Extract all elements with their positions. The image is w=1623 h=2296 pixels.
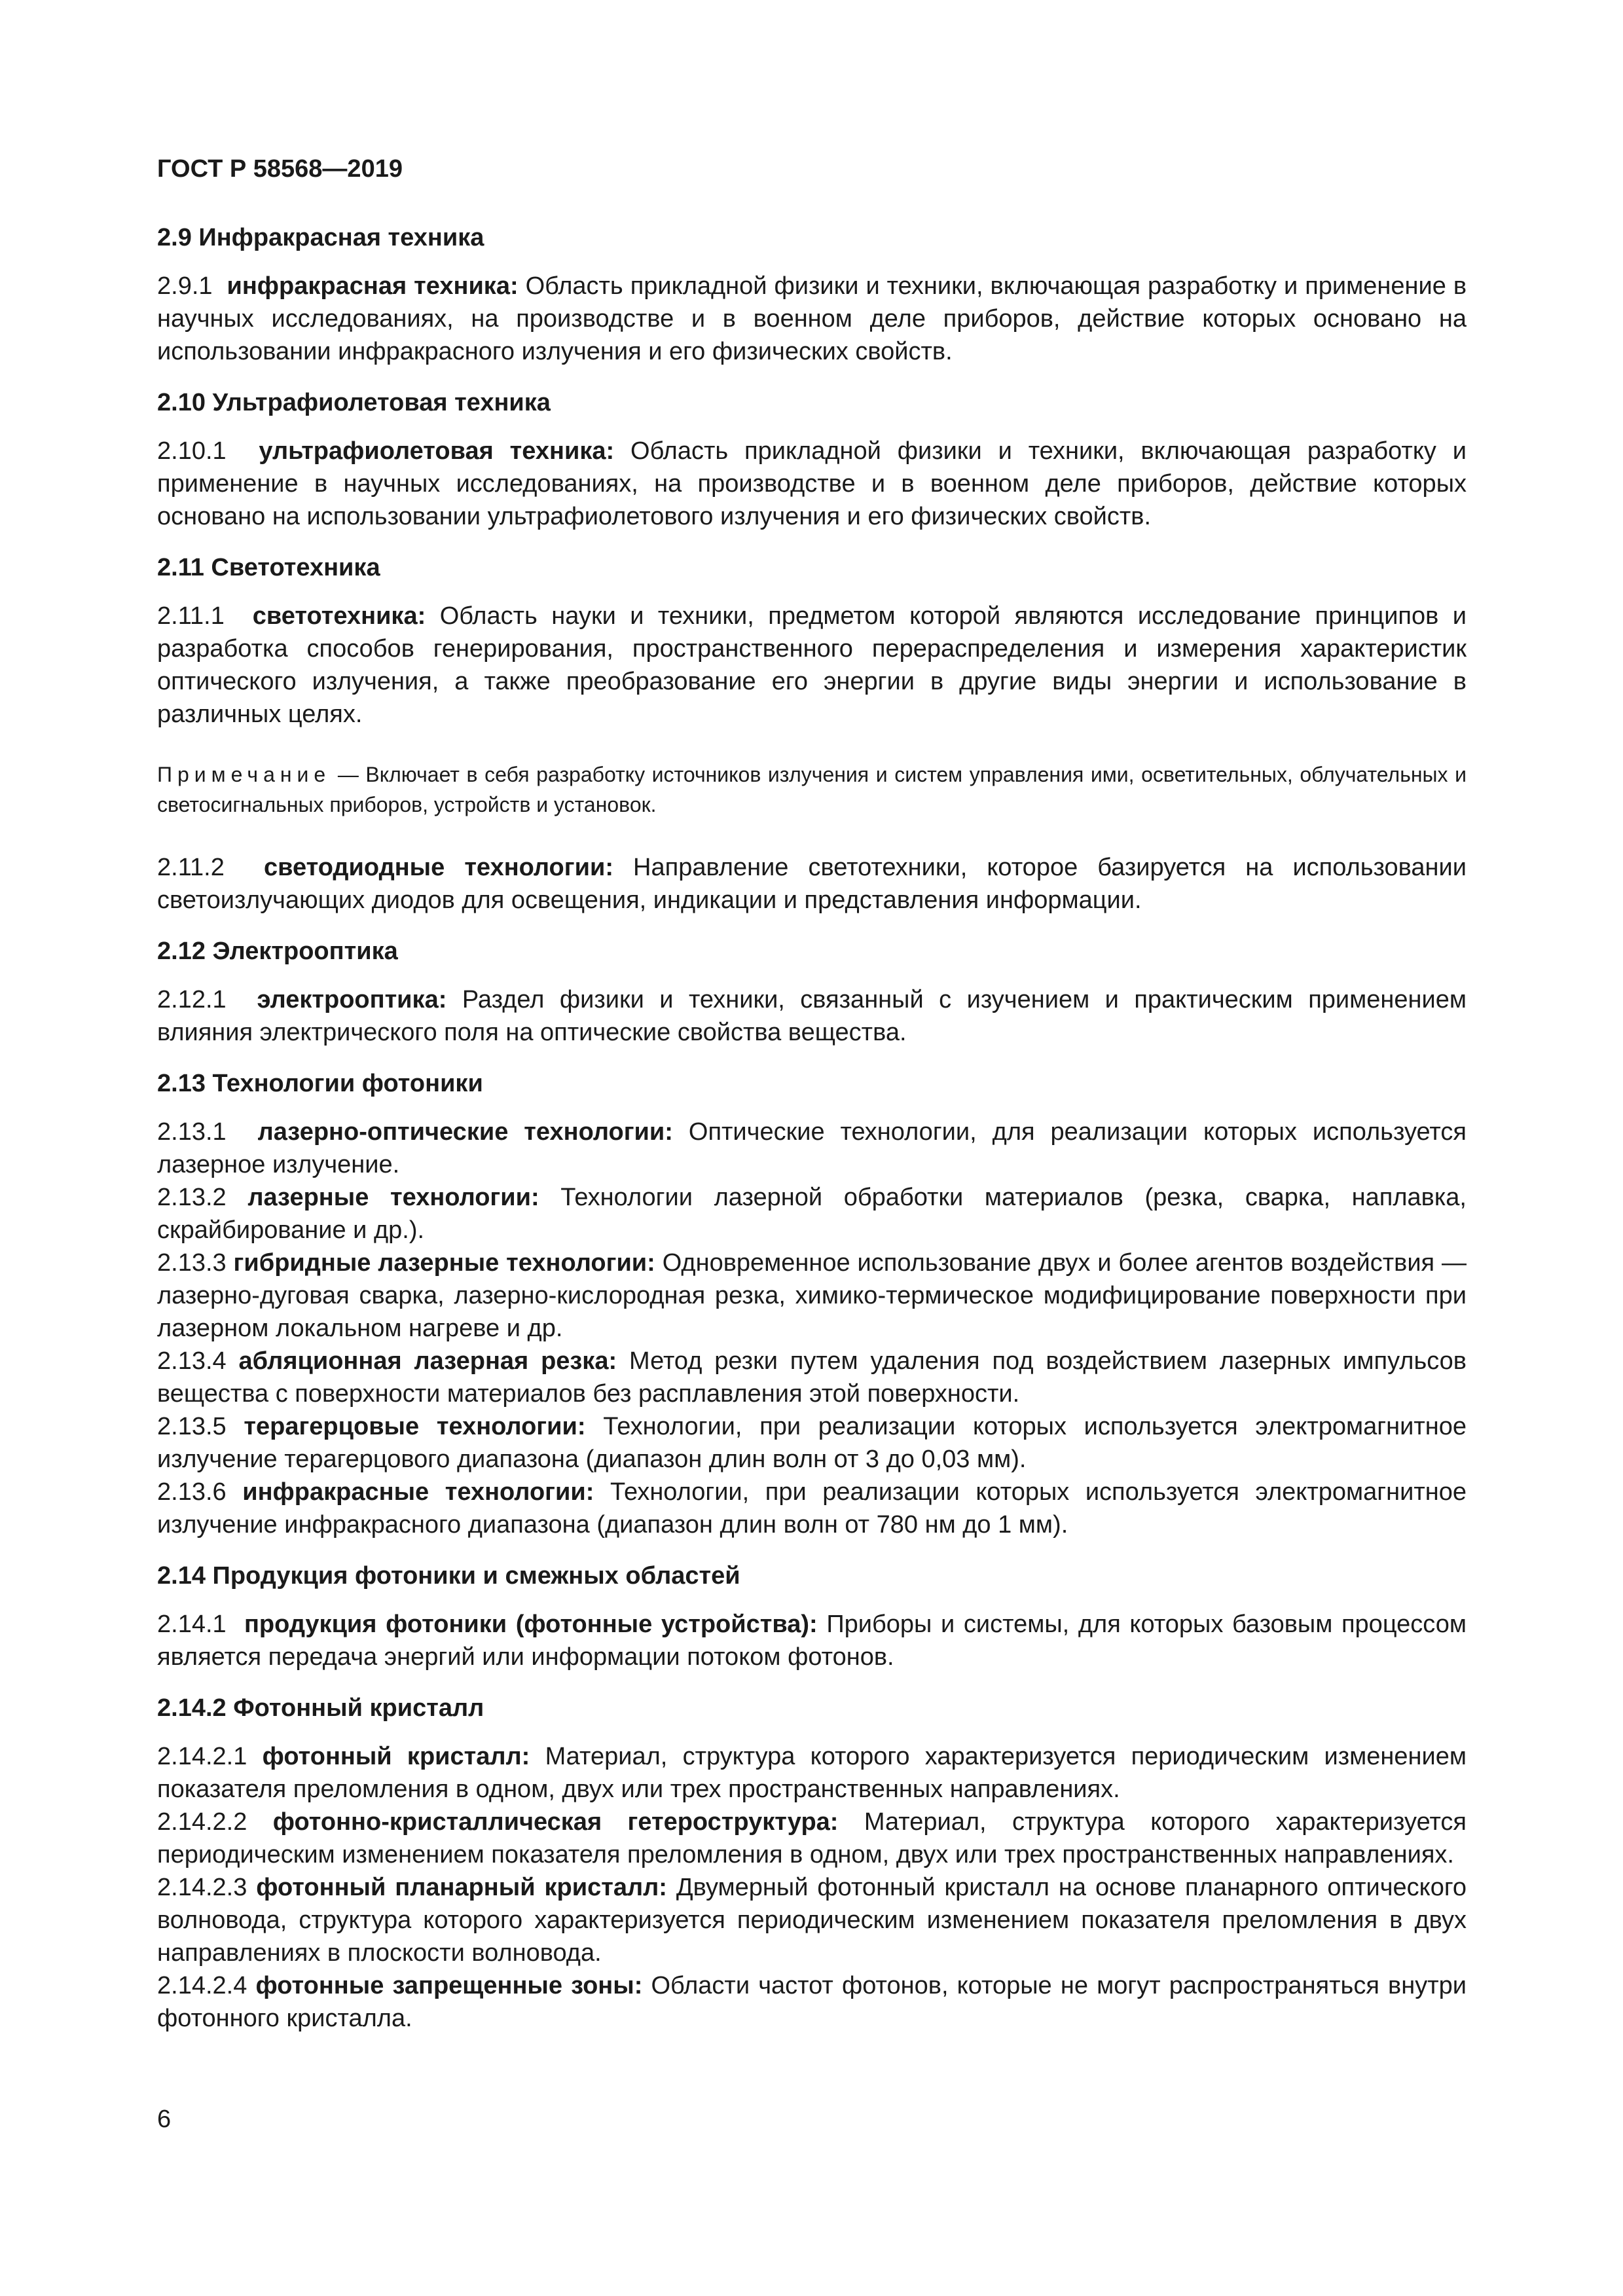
clause-number: 2.13.3 [157,1249,227,1277]
note-label: Примечание [157,763,331,786]
term-name: фотонный кристалл: [262,1743,530,1770]
term-text: Одновременное использование двух и более агентов воздействия — лазерно-дуговая сварка, лазерно-кислородная резка, химико-термическое модифицирование поверхности при лазерном локальном нагреве и др. [157,1249,1467,1342]
clause-number: 2.13.5 [157,1413,227,1440]
section-heading-2-11: 2.11 Светотехника [157,554,380,581]
clause-number: 2.14.2.2 [157,1808,247,1836]
term-text: Технологии, при реализации которых используется электромагнитное излучение инфракрасного диапазона (диапазон длин волн от 780 нм до 1 мм). [157,1478,1467,1539]
document-body [157,221,1467,2053]
term-text: Приборы и системы, для которых базовым процессом является передача энергий или информации потоком фотонов. [157,1611,1467,1671]
term-name: инфракрасная техника: [227,272,519,300]
term-name: лазерные технологии: [247,1184,539,1211]
document-page [157,0,1467,2296]
term-text: Технологии лазерной обработки материалов (резка, сварка, наплавка, скрайбирование и др.). [157,1184,1467,1244]
term-text: Область науки и техники, предметом которой являются исследование принципов и разработка способов генерирования, пространственного перераспределения и измерения характеристик оптического излучения, а также преобразование его энергии в другие виды энергии и использование в различных целях. [157,602,1467,728]
term-group-2-13 [157,1116,1467,1541]
term-group-2-14-2 [157,1740,1467,2035]
term-text: Материал, структура которого характеризуется периодическим изменением показателя преломления в одном, двух или трех пространственных направлениях. [157,1808,1467,1868]
term-definition-2-12-1 [157,983,1467,1049]
clause-number: 2.13.1 [157,1118,227,1146]
term-name: светодиодные технологии: [263,854,613,881]
term-name: фотонные запрещенные зоны: [255,1972,643,1999]
term-name: фотонно-кристаллическая гетероструктура: [272,1808,839,1836]
term-text: Области частот фотонов, которые не могут распространяться внутри фотонного кристалла. [157,1972,1467,2032]
term-definition-2-14-2-4 [157,1969,1467,2035]
term-definition-2-14-2-2 [157,1806,1467,1871]
note-text: — Включает в себя разработку источников излучения и систем управления ими, осветительных, облучательных и светосигнальных приборов, устройств и установок. [157,763,1467,816]
term-text: Метод резки путем удаления под воздействием лазерных импульсов вещества с поверхности материалов без расплавления этой поверхности. [157,1347,1467,1408]
clause-number: 2.12.1 [157,986,227,1013]
term-name: абляционная лазерная резка: [238,1347,617,1375]
note-2-11 [157,759,1467,820]
term-text: Оптические технологии, для реализации которых используется лазерное излучение. [157,1118,1467,1178]
term-text: Область прикладной физики и техники, включающая разработку и применение в научных исследованиях, на производстве и в военном деле приборов, действие которых основано на использовании инфракрасного излучения и его физических свойств. [157,272,1467,365]
section-heading-2-12: 2.12 Электрооптика [157,938,398,965]
clause-number: 2.11.1 [157,602,225,630]
term-name: инфракрасные технологии: [242,1478,594,1506]
clause-number: 2.9.1 [157,272,213,300]
term-definition-2-11-2 [157,851,1467,917]
term-definition-2-11-1 [157,600,1467,731]
term-definition-2-13-2 [157,1181,1467,1247]
term-name: электрооптика: [257,986,447,1013]
term-definition-2-9-1 [157,270,1467,368]
section-heading-2-14-2: 2.14.2 Фотонный кристалл [157,1694,484,1722]
term-definition-2-14-2-3 [157,1871,1467,1969]
term-text: Направление светотехники, которое базируется на использовании светоизлучающих диодов для освещения, индикации и представления информации. [157,854,1467,914]
clause-number: 2.14.2.3 [157,1874,247,1901]
term-name: гибридные лазерные технологии: [233,1249,655,1277]
clause-number: 2.13.2 [157,1184,227,1211]
clause-number: 2.10.1 [157,437,227,465]
term-name: терагерцовые технологии: [244,1413,586,1440]
section-heading-2-14: 2.14 Продукция фотоники и смежных областей [157,1562,740,1590]
section-heading-2-9: 2.9 Инфракрасная техника [157,224,484,251]
clause-number: 2.11.2 [157,854,225,881]
term-text: Область прикладной физики и техники, включающая разработку и применение в научных исследованиях, на производстве и в военном деле приборов, действие которых основано на использовании ультрафиолетового излучения и его физических свойств. [157,437,1467,530]
term-text: Раздел физики и техники, связанный с изучением и практическим применением влияния электрического поля на оптические свойства вещества. [157,986,1467,1046]
clause-number: 2.14.2.4 [157,1972,247,1999]
page-number: 6 [157,2105,172,2133]
term-definition-2-13-1 [157,1116,1467,1181]
section-heading-2-10: 2.10 Ультрафиолетовая техника [157,389,551,416]
term-text: Материал, структура которого характеризуется периодическим изменением показателя преломления в одном, двух или трех пространственных направлениях. [157,1743,1467,1803]
clause-number: 2.14.2.1 [157,1743,247,1770]
term-text: Двумерный фотонный кристалл на основе планарного оптического волновода, структура которого характеризуется периодическим изменением показателя преломления в двух направлениях в плоскости волновода. [157,1874,1467,1967]
term-name: лазерно-оптические технологии: [257,1118,673,1146]
term-definition-2-13-6 [157,1476,1467,1541]
term-definition-2-13-5 [157,1410,1467,1476]
term-definition-2-10-1 [157,435,1467,533]
term-text: Технологии, при реализации которых используется электромагнитное излучение терагерцового диапазона (диапазон длин волн от 3 до 0,03 мм). [157,1413,1467,1473]
clause-number: 2.13.6 [157,1478,227,1506]
term-name: фотонный планарный кристалл: [256,1874,667,1901]
term-definition-2-14-2-1 [157,1740,1467,1806]
clause-number: 2.13.4 [157,1347,227,1375]
term-definition-2-13-3 [157,1247,1467,1345]
term-definition-2-14-1 [157,1608,1467,1673]
term-name: светотехника: [252,602,426,630]
section-heading-2-13: 2.13 Технологии фотоники [157,1070,483,1097]
term-name: продукция фотоники (фотонные устройства): [244,1611,818,1638]
clause-number: 2.14.1 [157,1611,227,1638]
document-code: ГОСТ Р 58568—2019 [157,155,403,183]
term-name: ультрафиолетовая техника: [259,437,615,465]
term-definition-2-13-4 [157,1345,1467,1410]
